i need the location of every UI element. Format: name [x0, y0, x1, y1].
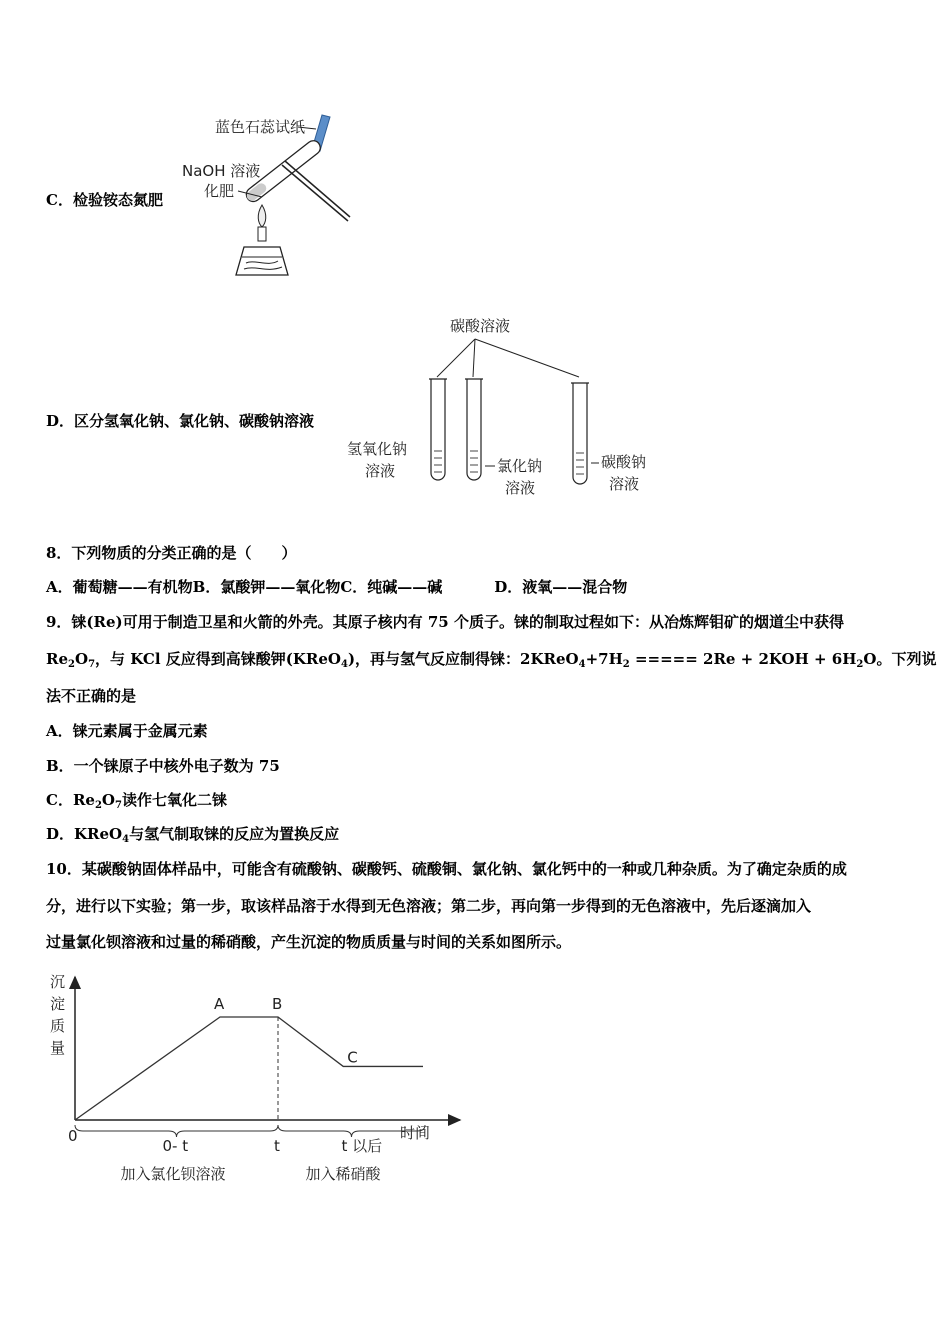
phase-label-bacl2: 加入氯化钡溶液 — [120, 1165, 226, 1183]
q9-option-b: B．一个铼原子中核外电子数为 75 — [46, 757, 280, 775]
tube-na2co3-icon — [573, 383, 587, 484]
litmus-label: 蓝色石蕊试纸 — [215, 118, 306, 136]
y-label-char: 淀 — [50, 995, 66, 1013]
q9-option-a: A．铼元素属于金属元素 — [46, 722, 208, 740]
q10-line-1: 10．某碳酸钠固体样品中，可能含有硫酸钠、碳酸钙、硫酸铜、氯化钠、氯化钙中的一种或几种杂质。为了确定杂质的成 — [46, 860, 847, 878]
option-c-text: C．检验铵态氮肥 — [46, 191, 163, 209]
y-label-char: 质 — [50, 1017, 66, 1035]
naoh-tube-label: 氢氧化钠 — [347, 440, 408, 458]
nacl-tube-label-2: 溶液 — [505, 479, 536, 497]
q9-option-c: C．$Re_2O_7$读作七氧化二铼 — [46, 791, 227, 811]
q8-option-c: C．纯碱——碱 — [340, 578, 443, 596]
flame-icon — [258, 205, 266, 227]
point-label-C: C — [347, 1048, 358, 1067]
naoh-label: NaOH 溶液 — [182, 162, 261, 180]
option-d-text: D．区分氢氧化钠、氯化钠、碳酸钠溶液 — [46, 412, 315, 430]
y-axis-label — [50, 973, 65, 1057]
precipitate-mass-chart — [40, 965, 480, 1195]
tick-t: t — [274, 1137, 280, 1155]
q10-line-2: 分，进行以下实验；第一步，取该样品溶于水得到无色溶液；第二步，再向第一步得到的无色溶液中，先后逐滴加入 — [46, 897, 812, 915]
point-label-B: B — [272, 995, 283, 1013]
phase-label-hno3: 加入稀硝酸 — [305, 1165, 381, 1183]
origin-label: 0 — [68, 1127, 78, 1145]
q8-option-d: D．液氧——混合物 — [494, 578, 628, 596]
q9-line-2: $Re_2O_7$，与 KCl 反应得到高铼酸钾(KReO$_4$)，再与氢气反应制得铼：$2KReO_4+7H_2$ ===== $2Re + 2KOH + 6H_2O$。下列说 — [46, 650, 937, 670]
y-label-char: 量 — [50, 1039, 66, 1057]
tube-holder-icon — [282, 165, 348, 221]
fertilizer-label: 化肥 — [204, 182, 235, 200]
tick-0-t: 0- t — [162, 1137, 189, 1155]
na2co3-tube-label-2: 溶液 — [609, 475, 640, 493]
q8-options — [46, 577, 627, 597]
point-label-A: A — [214, 995, 225, 1013]
q9-line-1: 9．铼(Re)可用于制造卫星和火箭的外壳。其原子核内有 75 个质子。铼的制取过程如下：从冶炼辉钼矿的烟道尘中获得 — [46, 613, 844, 631]
y-label-char: 沉 — [50, 973, 66, 991]
ammonium-test-apparatus — [170, 105, 370, 295]
mass-series-line — [75, 1017, 423, 1120]
tick-t-after: t 以后 — [341, 1137, 383, 1155]
naoh-tube-label-2: 溶液 — [365, 462, 396, 480]
q8-option-a: A．葡萄糖——有机物 — [46, 578, 193, 596]
q9-line-3: 法不正确的是 — [46, 687, 137, 705]
nacl-tube-label: 氯化钠 — [497, 457, 543, 475]
q10-line-3: 过量氯化钡溶液和过量的稀硝酸，产生沉淀的物质质量与时间的关系如图所示。 — [46, 933, 572, 951]
q8-stem: 8．下列物质的分类正确的是（ ） — [46, 544, 297, 562]
carbonic-acid-label: 碳酸溶液 — [450, 317, 511, 335]
brace-phase-1 — [75, 1125, 278, 1137]
three-tubes-diagram — [345, 313, 665, 508]
q9-option-d: D．KReO$_4$与氢气制取铼的反应为置换反应 — [46, 825, 340, 845]
x-axis-label: 时间 — [400, 1124, 431, 1142]
alcohol-lamp-icon — [236, 247, 288, 275]
na2co3-tube-label: 碳酸钠 — [601, 453, 647, 471]
q8-option-b: B．氯酸钾——氧化物 — [192, 578, 341, 596]
